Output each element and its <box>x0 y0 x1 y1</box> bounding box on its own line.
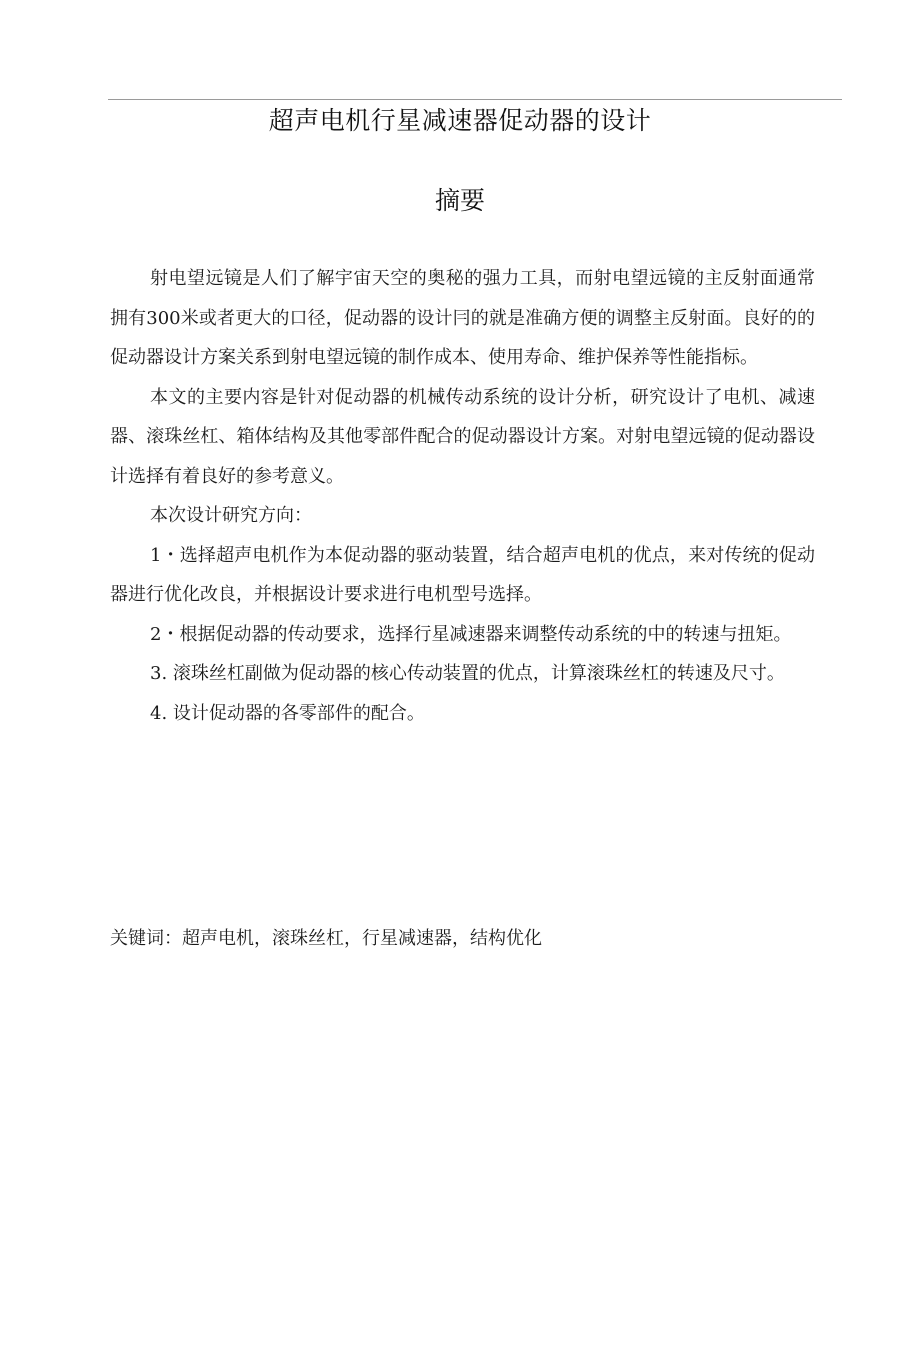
paragraph-intro: 射电望远镜是人们了解宇宙天空的奥秘的强力工具，而射电望远镜的主反射面通常拥有300米或者更大的口径，促动器的设计冃的就是准确方便的调整主反射面。良好的的促动器设计方案关系到射电望远镜的制作成本、使用寿命、维护保养等性能指标。 <box>110 268 815 368</box>
list-item-direction-2: 2・根据促动器的传动要求，选择行星减速器来调整传动系统的中的转速与扭矩。 <box>150 623 792 645</box>
list-item-direction-3: 3. 滚珠丝杠副做为促动器的核心传动装置的优点，计算滚珠丝杠的转速及尺寸。 <box>150 663 785 684</box>
abstract-heading: 摘要 <box>434 186 485 215</box>
paragraph-main-content: 本文的主要内容是针对促动器的机械传动系统的设计分析，研究设计了电机、减速器、滚珠丝杠、箱体结构及其他零部件配合的促动器设计方案。对射电望远镜的促动器设计选择有着良好的参考意义。 <box>110 386 815 487</box>
keywords-line: 关键词：超声电机，滚珠丝杠，行星减速器，结构优化 <box>110 928 542 949</box>
paragraph-research-direction: 本次设计研究方向： <box>150 505 312 526</box>
document-title: 超声电机行星减速器促动器的设计 <box>268 106 652 135</box>
list-item-direction-4: 4. 设计促动器的各零部件的配合。 <box>150 702 425 724</box>
header-rule <box>108 99 842 100</box>
abstract-body <box>110 259 815 733</box>
list-item-direction-1: 1・选择超声电机作为本促动器的驱动装置，结合超声电机的优点，来对传统的促动器进行优化改良，并根据设计要求进行电机型号选择。 <box>110 544 815 605</box>
